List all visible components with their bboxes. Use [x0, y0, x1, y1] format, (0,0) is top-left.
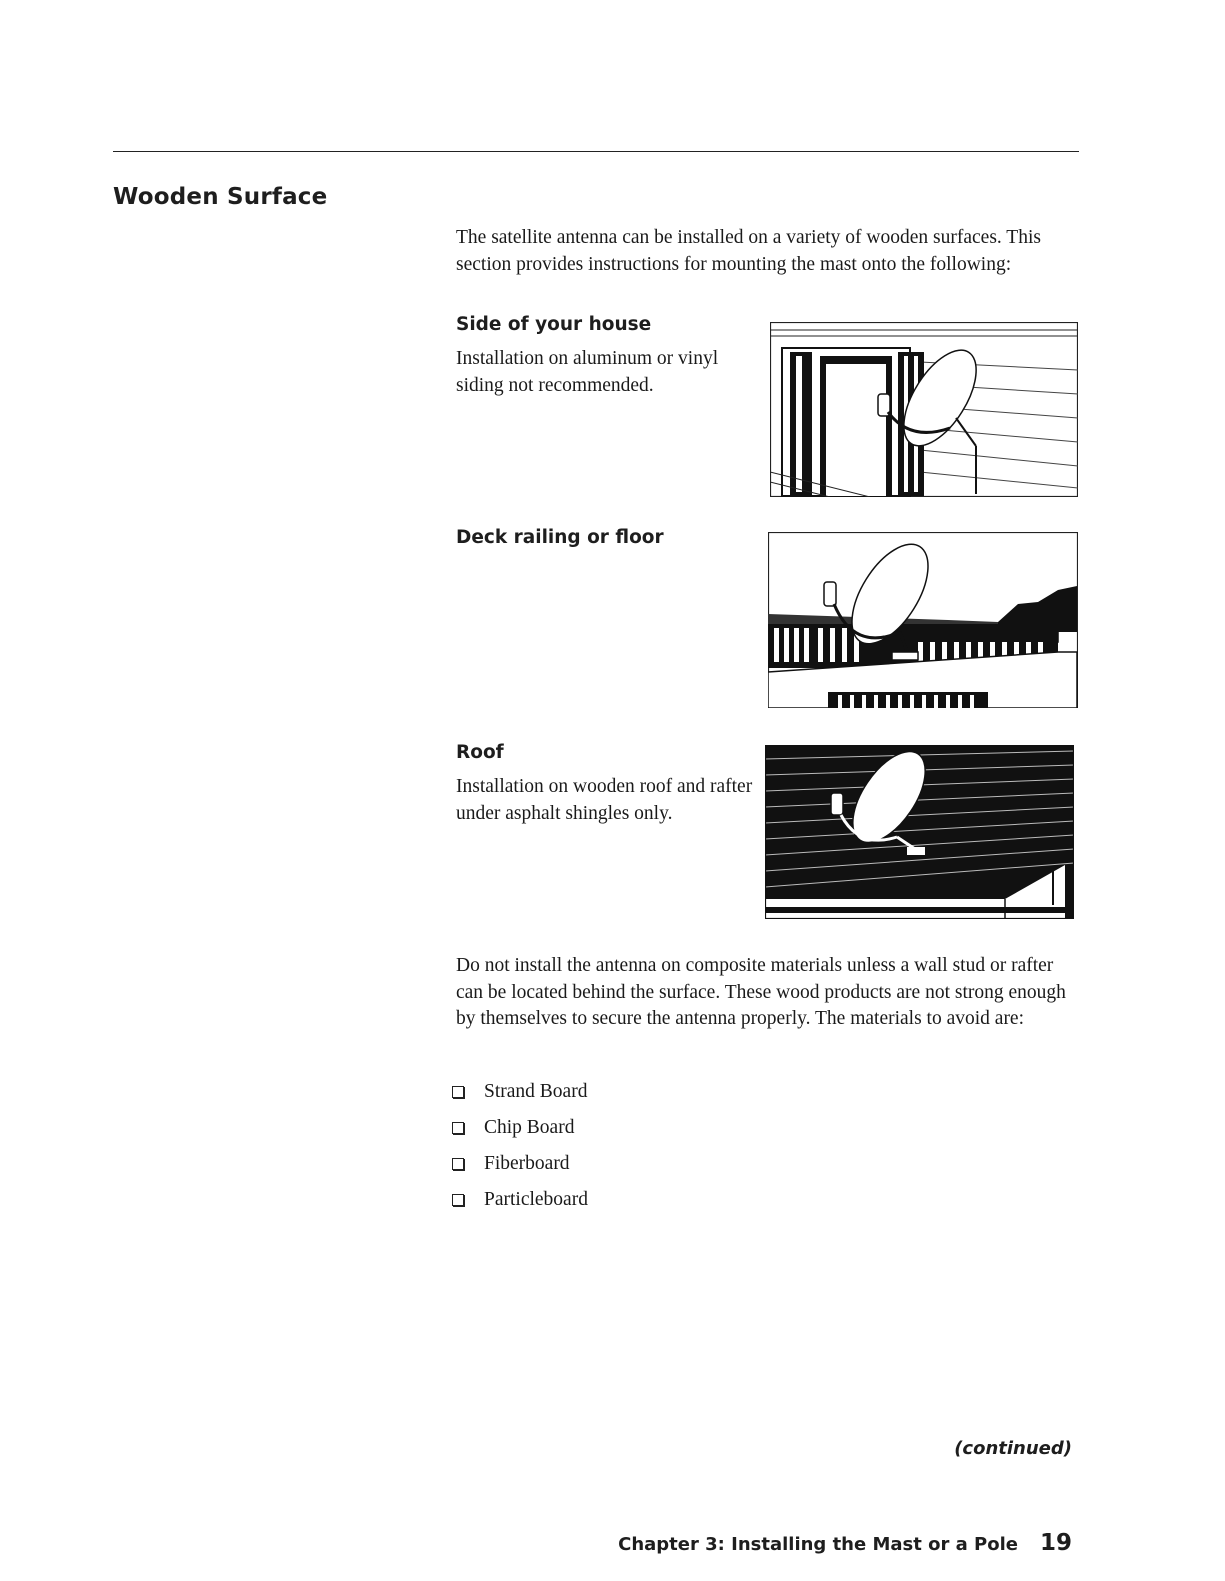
checkbox-icon — [452, 1194, 464, 1206]
note-side-of-house: Installation on aluminum or vinyl siding not recommended. — [456, 348, 719, 396]
intro-paragraph: The satellite antenna can be installed on a variety of wooden surfaces. This section provides instructions for mounting the mast onto the following: — [456, 227, 1041, 275]
section-title: Wooden Surface — [113, 184, 328, 210]
note-roof: Installation on wooden roof and rafter under asphalt shingles only. — [456, 776, 753, 824]
list-item: Strand Board — [452, 1074, 588, 1110]
subhead-roof: Roof — [456, 742, 504, 763]
figure-roof-shingles — [765, 745, 1074, 919]
list-item: Fiberboard — [452, 1146, 588, 1182]
subhead-deck: Deck railing or floor — [456, 527, 664, 548]
page-number: 19 — [1039, 1530, 1072, 1556]
subhead-side-of-house: Side of your house — [456, 314, 652, 335]
chapter-title: Chapter 3: Installing the Mast or a Pole — [618, 1534, 1018, 1555]
figure-house-siding — [770, 322, 1078, 497]
checkbox-icon — [452, 1122, 464, 1134]
header-rule — [113, 151, 1079, 152]
materials-list — [452, 1074, 588, 1218]
list-item: Particleboard — [452, 1182, 588, 1218]
continued-label: (continued) — [954, 1438, 1072, 1459]
checkbox-icon — [452, 1086, 464, 1098]
warning-paragraph: Do not install the antenna on composite materials unless a wall stud or rafter can be located behind the surface. These wood products are not strong enough by themselves to secure the antenna properly. The materials to avoid are: — [456, 955, 1066, 1029]
figure-deck-railing — [768, 532, 1078, 708]
page-footer — [560, 1530, 1072, 1556]
list-item: Chip Board — [452, 1110, 588, 1146]
checkbox-icon — [452, 1158, 464, 1170]
